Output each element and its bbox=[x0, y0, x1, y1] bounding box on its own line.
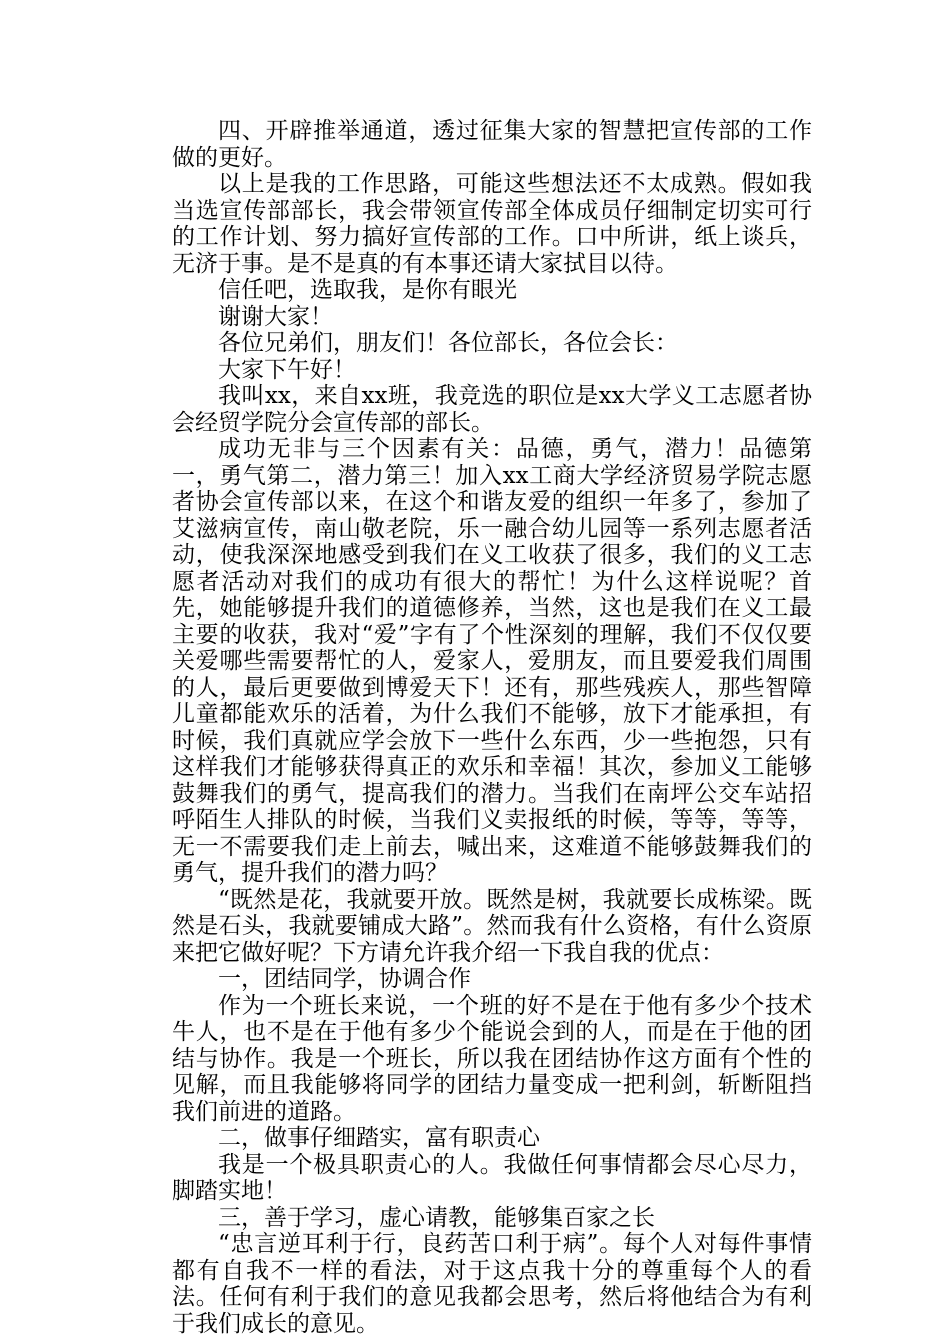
document-body bbox=[172, 118, 812, 1337]
paragraph-proposal-four: 四、开辟推举通道，透过征集大家的智慧把宣传部的工作做的更好。 bbox=[172, 118, 812, 171]
paragraph-strength-two: 我是一个极具职责心的人。我做任何事情都会尽心尽力，脚踏实地！ bbox=[172, 1151, 812, 1204]
paragraph-trust-me: 信任吧，选取我，是你有眼光 bbox=[218, 277, 517, 303]
heading-strength-one: 一，团结同学，协调合作 bbox=[218, 966, 471, 992]
paragraph-introduction: 我叫xx，来自xx班，我竞选的职位是xx大学义工志愿者协会经贸学院分会宣传部的部长。 bbox=[172, 383, 812, 436]
paragraph-greeting: 大家下午好！ bbox=[218, 356, 356, 383]
heading-strength-two: 二，做事仔细踏实，富有职责心 bbox=[218, 1125, 540, 1151]
paragraph-strength-three: “忠言逆耳利于行，良药苦口利于病”。每个人对每件事情都有自我不一样的看法，对于这点我十分的尊重每个人的看法。任何有利于我们的意见我都会思考，然后将他结合为有利于我们成长的意见。 bbox=[172, 1231, 812, 1337]
paragraph-success-factors: 成功无非与三个因素有关：品德，勇气，潜力！品德第一，勇气第二，潜力第三！加入xx工商大学经济贸易学院志愿者协会宣传部以来，在这个和谐友爱的组织一年多了，参加了艾滋病宣传，南山敬老院，乐一融合幼儿园等一系列志愿者活动，使我深深地感受到我们在义工收获了很多，我们的义工志愿者活动对我们的成功有很大的帮忙！为什么这样说呢？首先，她能够提升我们的道德修养，当然，这也是我们在义工最主要的收获，我对“爱”字有了个性深刻的理解，我们不仅仅要关爱哪些需要帮忙的人，爱家人，爱朋友，而且要爱我们周围的人，最后更要做到博爱天下！还有，那些残疾人，那些智障儿童都能欢乐的活着，为什么我们不能够，放下才能承担，有时候，我们真就应学会放下一些什么东西，少一些抱怨，只有这样我们才能够获得真正的欢乐和幸福！其次，参加义工能够鼓舞我们的勇气，提高我们的潜力。当我们在南坪公交车站招呼陌生人排队的时候，当我们义卖报纸的时候，等等，等等，无一不需要我们走上前去，喊出来，这难道不能够鼓舞我们的勇气，提升我们的潜力吗？ bbox=[172, 436, 812, 886]
paragraph-flower-tree-stone: “既然是花，我就要开放。既然是树，我就要长成栋梁。既然是石头，我就要铺成大路”。然而我有什么资格，有什么资原来把它做好呢？下方请允许我介绍一下我自我的优点： bbox=[172, 886, 812, 966]
paragraph-salutation: 各位兄弟们，朋友们！各位部长，各位会长： bbox=[218, 330, 678, 356]
heading-strength-three: 三，善于学习，虚心请教，能够集百家之长 bbox=[218, 1204, 655, 1231]
paragraph-thanks: 谢谢大家！ bbox=[218, 303, 333, 330]
paragraph-work-plan: 以上是我的工作思路，可能这些想法还不太成熟。假如我当选宣传部部长，我会带领宣传部全体成员仔细制定切实可行的工作计划、努力搞好宣传部的工作。口中所讲，纸上谈兵，无济于事。是不是真的有本事还请大家拭目以待。 bbox=[172, 171, 812, 277]
paragraph-strength-one: 作为一个班长来说，一个班的好不是在于他有多少个技术牛人，也不是在于他有多少个能说会到的人，而是在于他的团结与协作。我是一个班长，所以我在团结协作这方面有个性的见解，而且我能够将同学的团结力量变成一把利剑，斩断阻挡我们前进的道路。 bbox=[172, 992, 812, 1125]
